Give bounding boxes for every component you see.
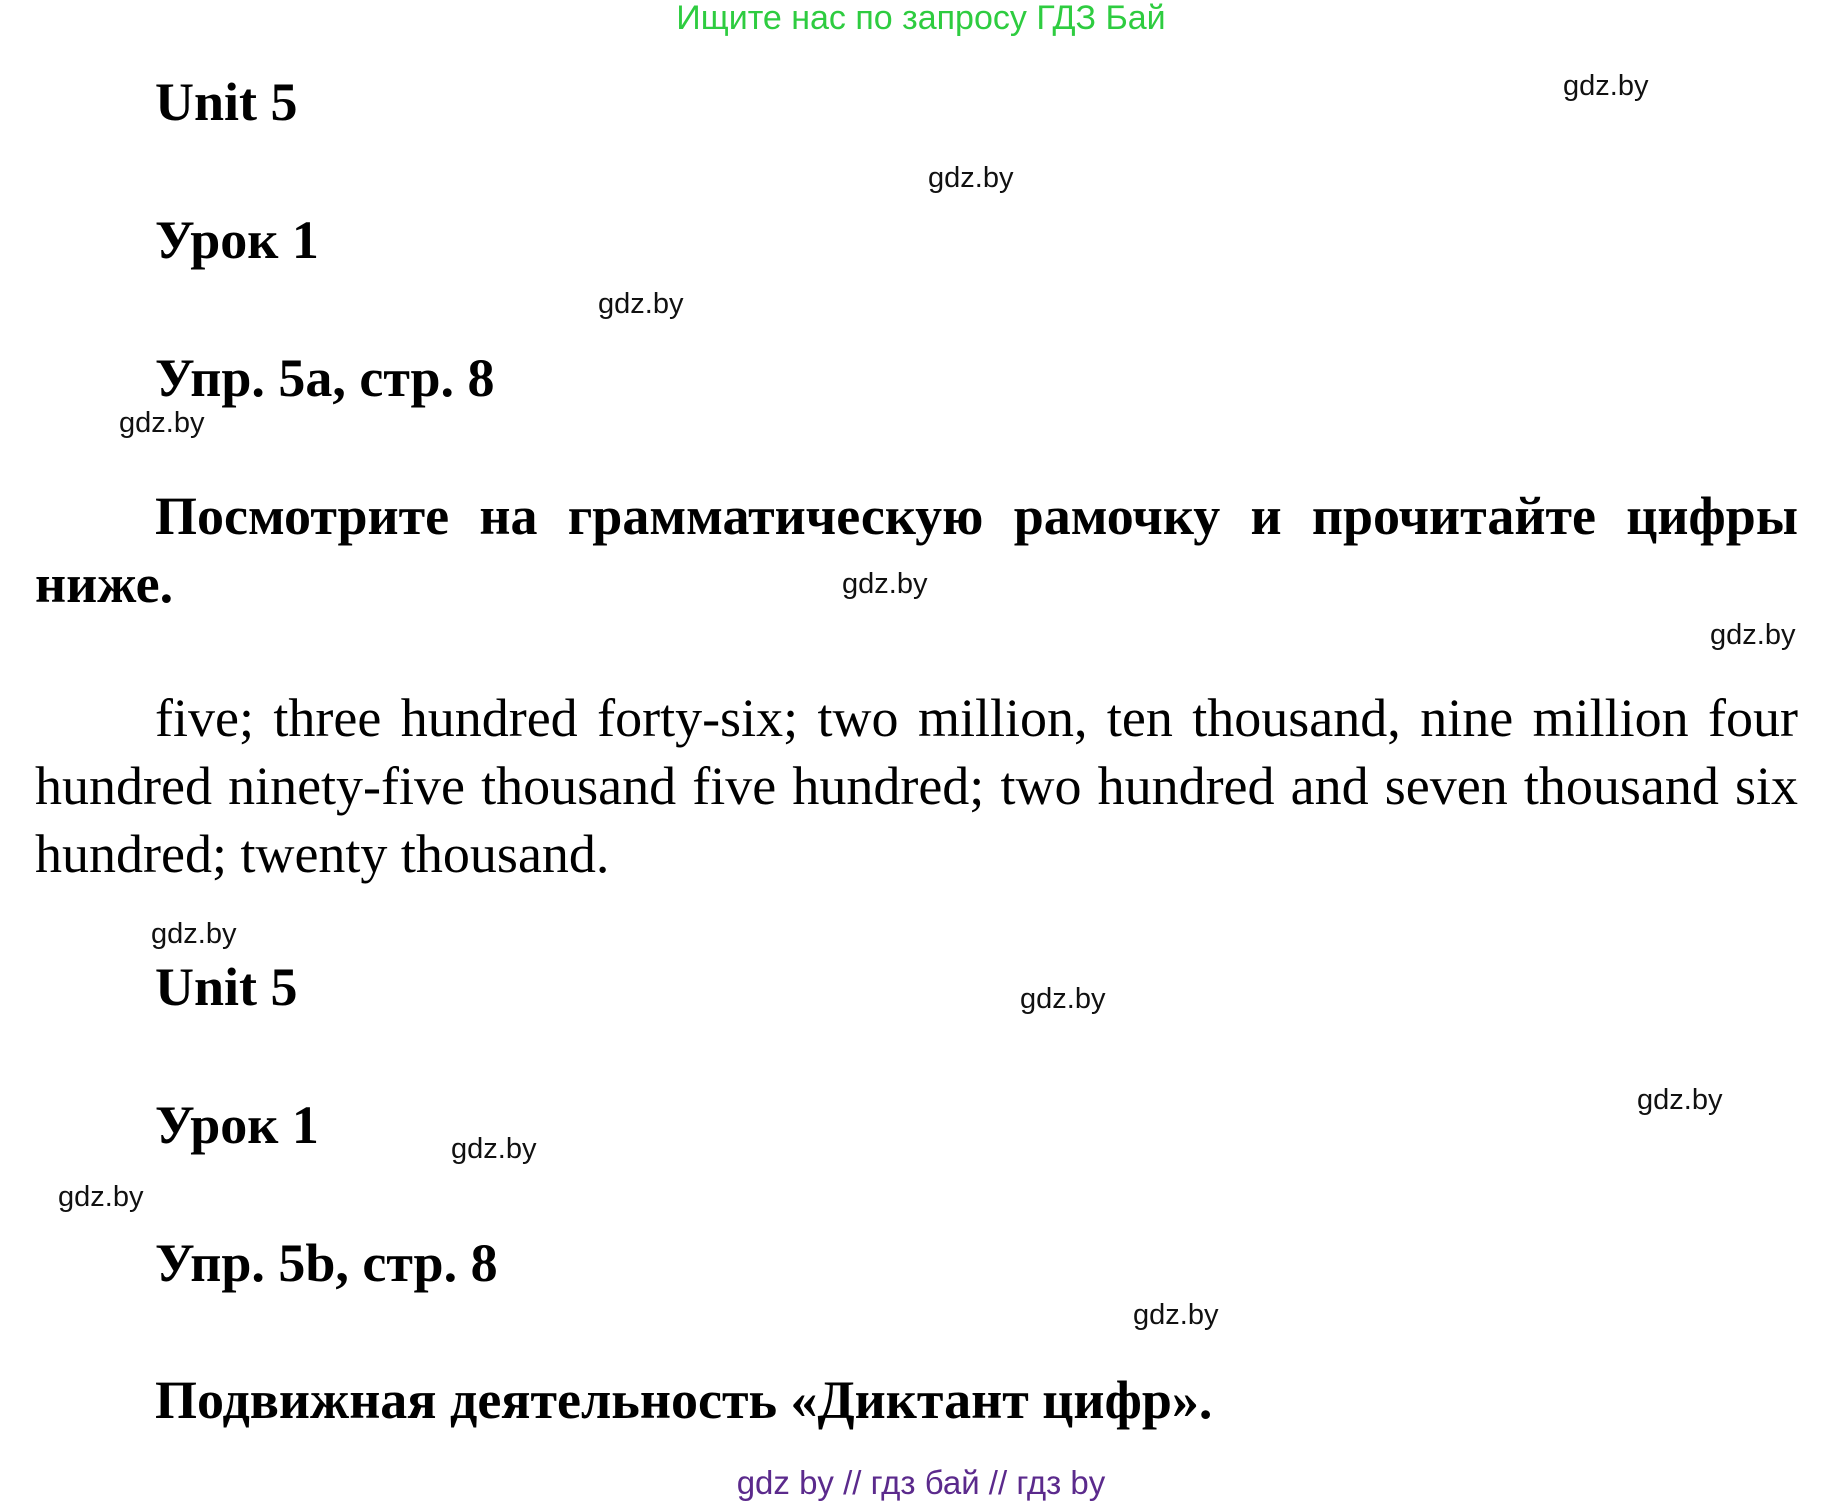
watermark: gdz.by	[1710, 619, 1796, 651]
watermark: gdz.by	[1563, 70, 1649, 102]
watermark: gdz.by	[451, 1133, 537, 1165]
exercise-instruction-b: Подвижная деятельность «Диктант цифр».	[155, 1370, 1213, 1430]
lesson-heading-a: Урок 1	[155, 210, 319, 270]
watermark: gdz.by	[1133, 1299, 1219, 1331]
exercise-answer-a: five; three hundred forty-six; two million, ten thousand, nine million four hundred ninety-five thousand five hundred; two hundred and seven thousand six hundred; twenty thousand.	[35, 688, 1798, 884]
exercise-heading-a: Упр. 5a, стр. 8	[155, 348, 495, 408]
exercise-heading-b: Упр. 5b, стр. 8	[155, 1233, 498, 1293]
watermark: gdz.by	[1020, 983, 1106, 1015]
watermark: gdz.by	[598, 288, 684, 320]
watermark: gdz.by	[58, 1181, 144, 1213]
exercise-instruction-a: Посмотрите на грамматическую рамочку и прочитайте цифры ниже.	[35, 486, 1798, 614]
watermark: gdz.by	[119, 407, 205, 439]
top-banner: Ищите нас по запросу ГДЗ Бай	[676, 0, 1166, 37]
footer-links: gdz by // гдз бай // гдз by	[736, 1464, 1106, 1501]
unit-heading-b: Unit 5	[155, 957, 298, 1017]
watermark: gdz.by	[151, 918, 237, 950]
unit-heading-a: Unit 5	[155, 72, 298, 132]
watermark: gdz.by	[842, 568, 928, 600]
lesson-heading-b: Урок 1	[155, 1095, 319, 1155]
watermark: gdz.by	[928, 162, 1014, 194]
watermark: gdz.by	[1637, 1084, 1723, 1116]
